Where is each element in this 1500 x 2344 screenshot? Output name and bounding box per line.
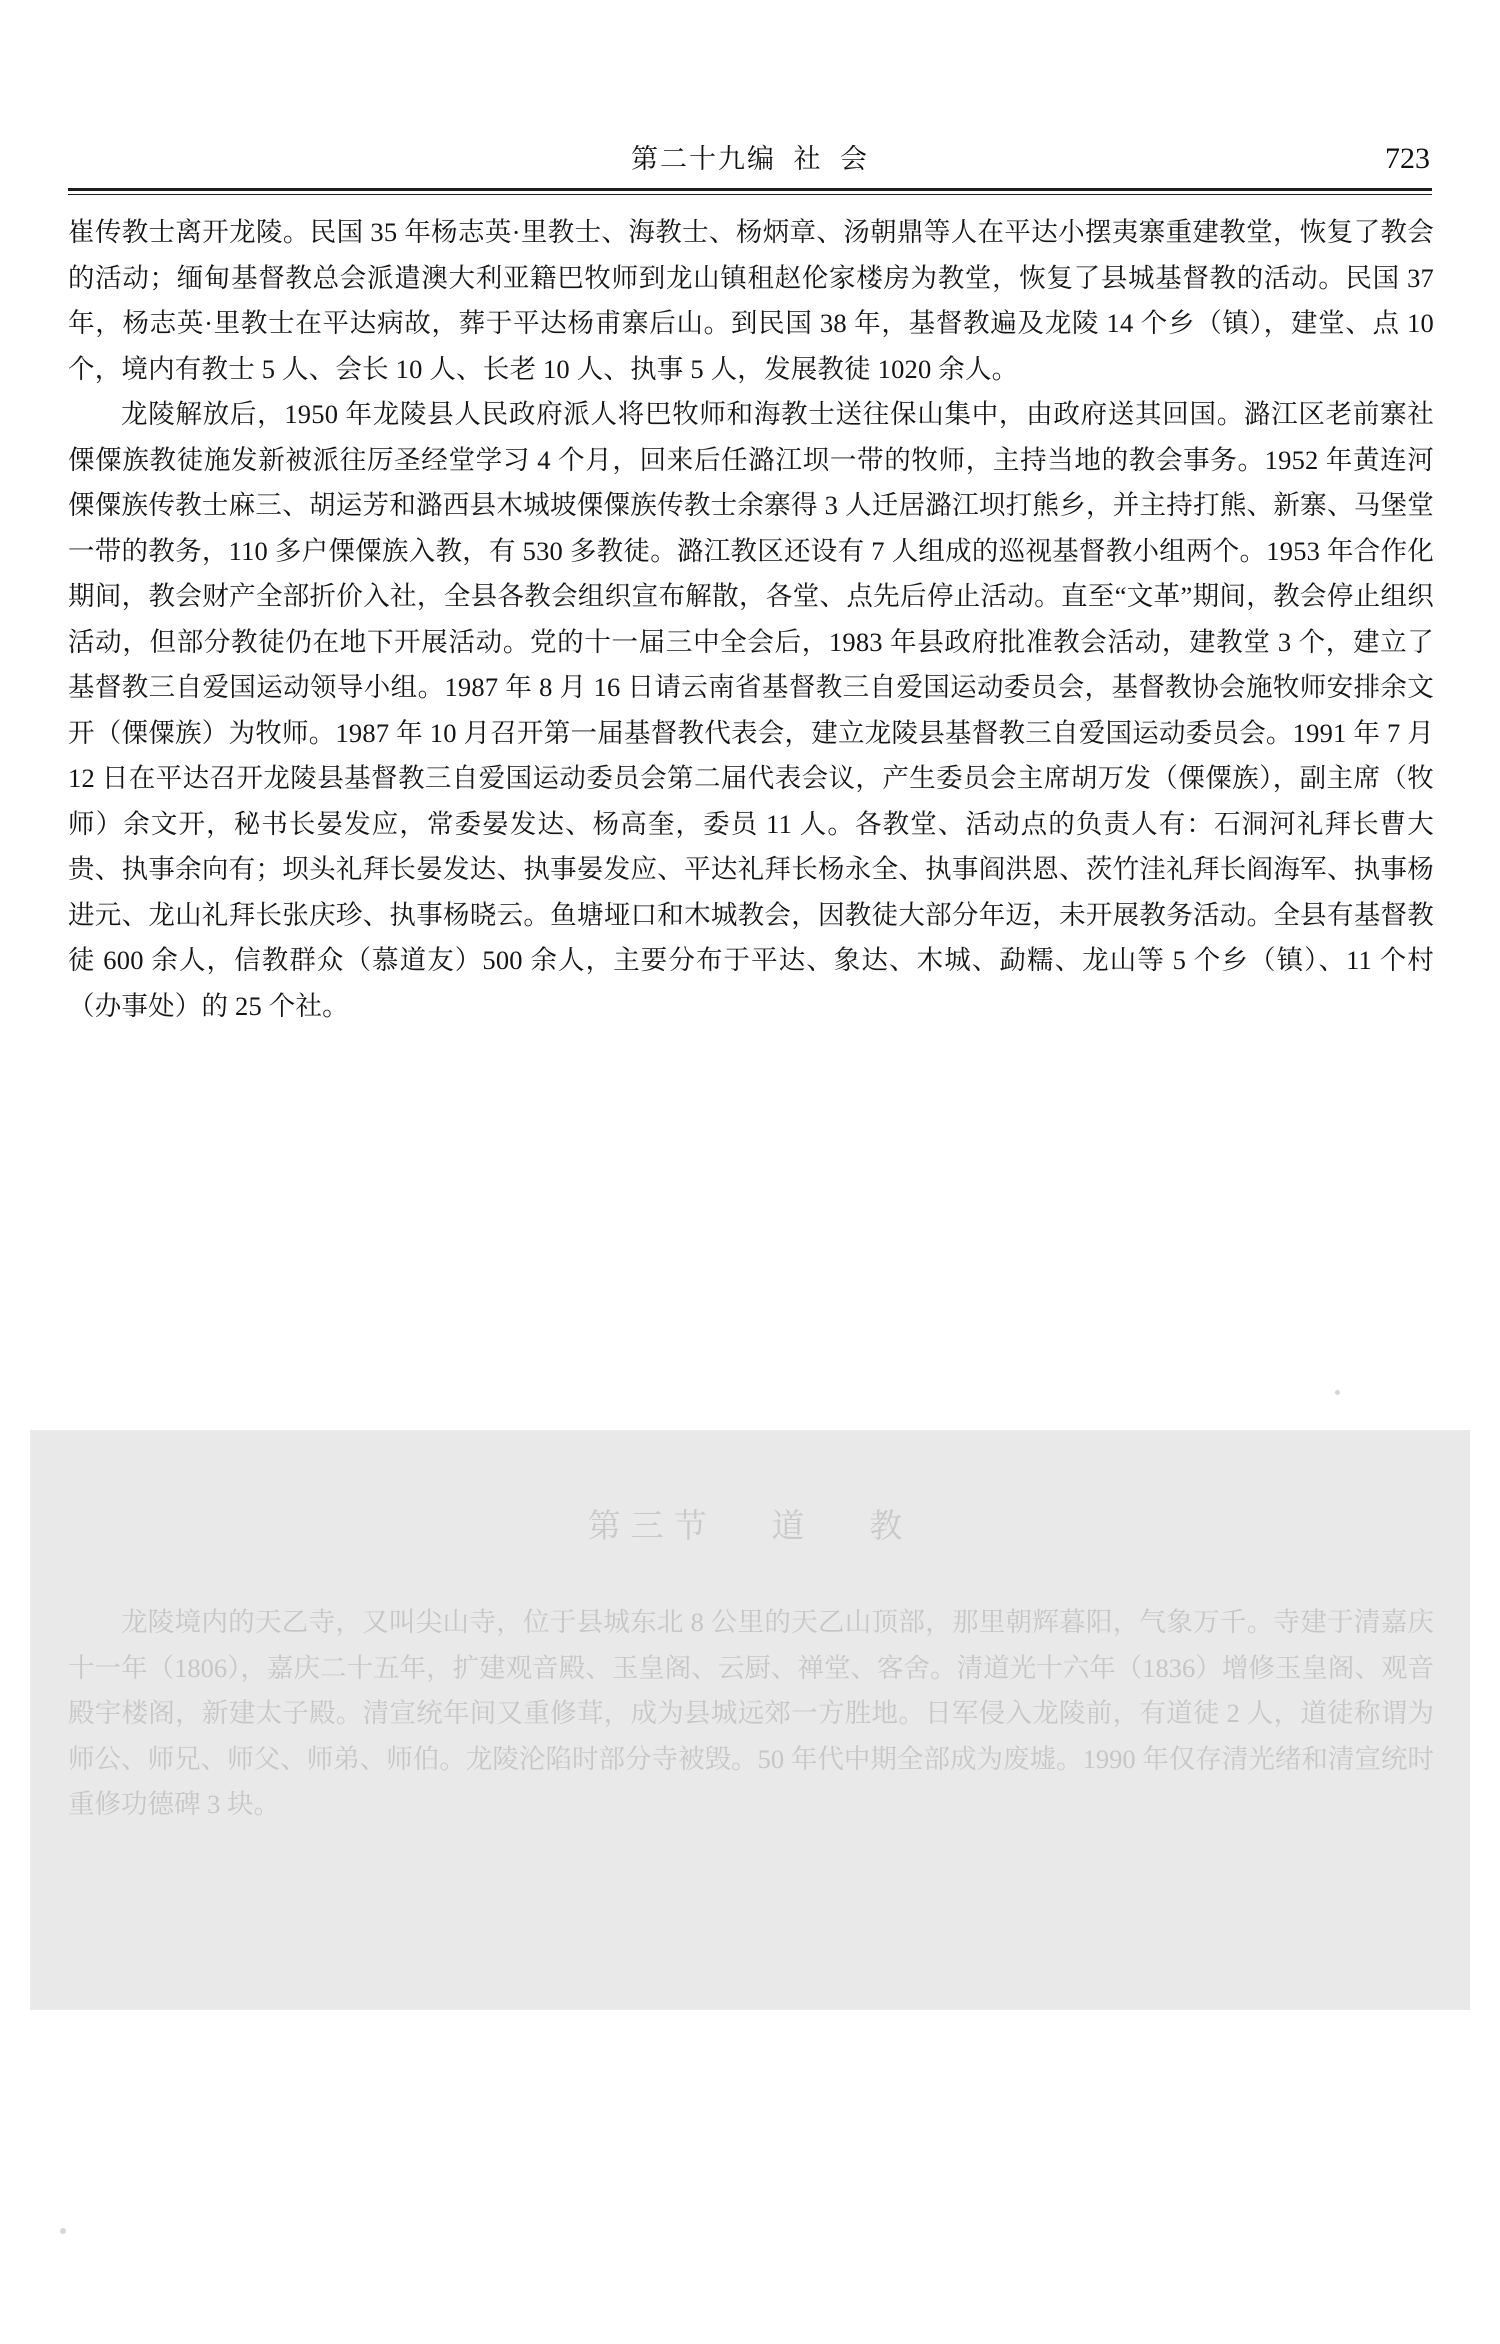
header-divider	[68, 188, 1432, 191]
faded-paragraph-1: 龙陵境内的天乙寺，又叫尖山寺，位于县城东北 8 公里的天乙山顶部，那里朝辉暮阳，气象万千。寺建于清嘉庆十一年（1806），嘉庆二十五年，扩建观音殿、玉皇阁、云厨、禅堂、客舍。清道光十六年（1836）增修玉皇阁、观音殿宇楼阁，新建太子殿。清宣统年间又重修茸，成为县城远郊一方胜地。日军侵入龙陵前，有道徒 2 人，道徒称谓为师公、师兄、师父、师弟、师伯。龙陵沦陷时部分寺被毁。50 年代中期全部成为废墟。1990 年仅存清光绪和清宣统时重修功德碑 3 块。	[68, 1607, 1434, 1819]
section-heading: 第三节 道 教	[587, 1509, 913, 1545]
paragraph-1: 崔传教士离开龙陵。民国 35 年杨志英·里教士、海教士、杨炳章、汤朝鼎等人在平达小摆夷寨重建教堂，恢复了教会的活动；缅甸基督教总会派遣澳大利亚籍巴牧师到龙山镇租赵伦家楼房为教堂，恢复了县城基督教的活动。民国 37 年，杨志英·里教士在平达病故，葬于平达杨甫寨后山。到民国 38 年，基督教遍及龙陵 14 个乡（镇），建堂、点 10 个，境内有教士 5 人、会长 10 人、长老 10 人、执事 5 人，发展教徒 1020 余人。	[68, 217, 1434, 384]
main-body	[68, 210, 1434, 1029]
faded-section-body	[68, 1600, 1434, 1828]
page-speck	[1335, 1390, 1340, 1395]
page-header	[70, 128, 1430, 176]
page-speck	[60, 2228, 66, 2234]
running-title: 第二十九编 社 会	[631, 144, 869, 174]
paragraph-2: 龙陵解放后，1950 年龙陵县人民政府派人将巴牧师和海教士送往保山集中，由政府送其回国。潞江区老前寨社傈僳族教徒施发新被派往厉圣经堂学习 4 个月，回来后任潞江坝一带的牧师，主持当地的教会事务。1952 年黄连河傈僳族传教士麻三、胡运芳和潞西县木城坡傈僳族传教士余寨得 3 人迁居潞江坝打熊乡，并主持打熊、新寨、马堡堂一带的教务，110 多户傈僳族入教，有 530 多教徒。潞江教区还设有 7 人组成的巡视基督教小组两个。1953 年合作化期间，教会财产全部折价入社，全县各教会组织宣布解散，各堂、点先后停止活动。直至“文革”期间，教会停止组织活动，但部分教徒仍在地下开展活动。党的十一届三中全会后，1983 年县政府批准教会活动，建教堂 3 个，建立了基督教三自爱国运动领导小组。1987 年 8 月 16 日请云南省基督教三自爱国运动委员会，基督教协会施牧师安排余文开（傈僳族）为牧师。1987 年 10 月召开第一届基督教代表会，建立龙陵县基督教三自爱国运动委员会。1991 年 7 月 12 日在平达召开龙陵县基督教三自爱国运动委员会第二届代表会议，产生委员会主席胡万发（傈僳族），副主席（牧师）余文开，秘书长晏发应，常委晏发达、杨高奎，委员 11 人。各教堂、活动点的负责人有：石洞河礼拜长曹大贵、执事余向有；坝头礼拜长晏发达、执事晏发应、平达礼拜长杨永全、执事阎洪恩、茨竹洼礼拜长阎海军、执事杨进元、龙山礼拜长张庆珍、执事杨晓云。鱼塘垭口和木城教会，因教徒大部分年迈，未开展教务活动。全县有基督教徒 600 余人，信教群众（慕道友）500 余人，主要分布于平达、象达、木城、勐糯、龙山等 5 个乡（镇）、11 个村（办事处）的 25 个社。	[68, 399, 1434, 1021]
page-number: 723	[1385, 142, 1430, 175]
